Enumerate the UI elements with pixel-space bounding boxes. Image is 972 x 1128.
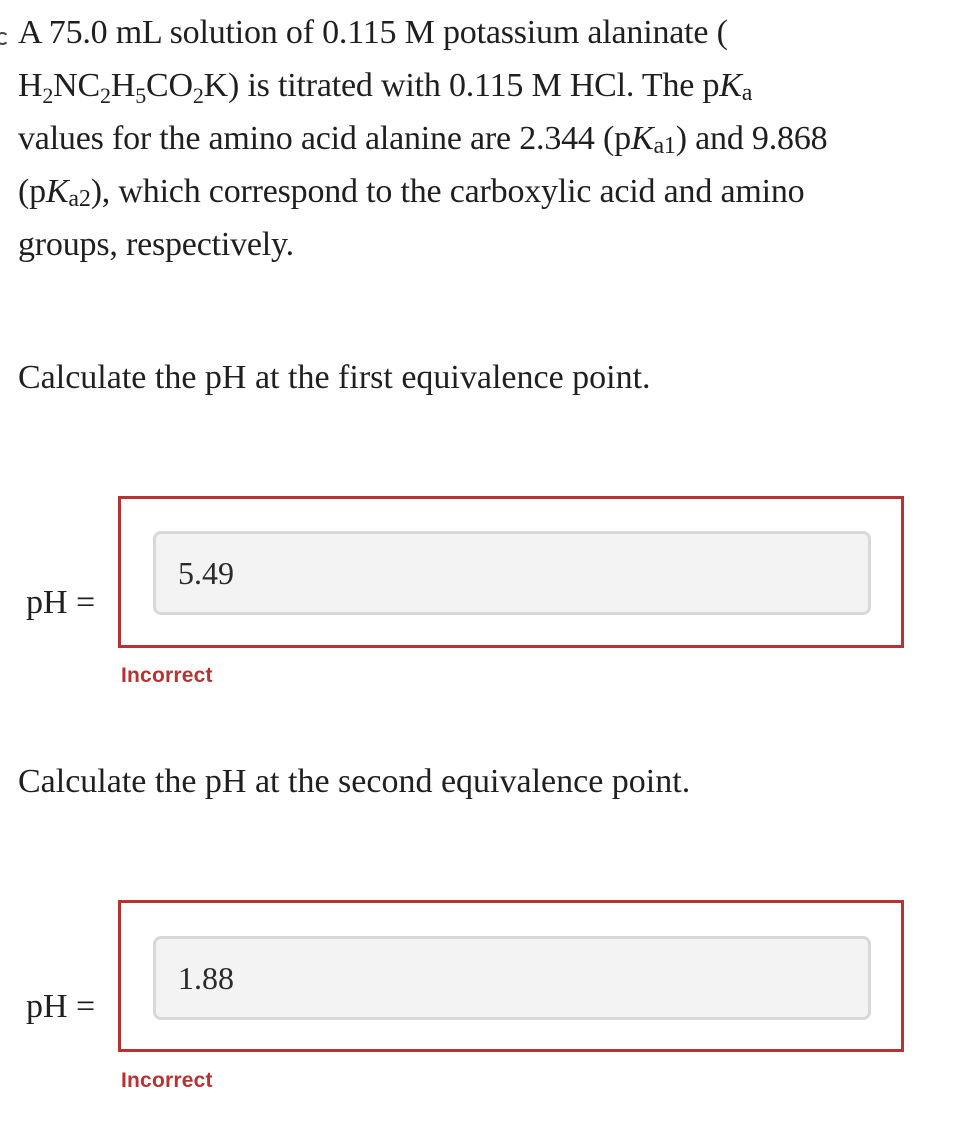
problem-line-2: $H_2NC_2H_5CO_2K$) is titrated with 0.115 M HCl. The pKa — [18, 67, 753, 108]
ph-label-2: pH = — [26, 988, 96, 1025]
feedback-incorrect-1: Incorrect — [121, 664, 213, 687]
ph-input-1[interactable]: 5.49 — [153, 531, 871, 615]
problem-line-5: groups, respectively. — [18, 226, 294, 263]
bullet-icon — [0, 32, 9, 45]
ph-label-1: pH = — [26, 584, 96, 621]
question-2-prompt: Calculate the pH at the second equivalence point. — [18, 763, 691, 800]
ph-input-2[interactable]: 1.88 — [153, 936, 871, 1020]
feedback-incorrect-2: Incorrect — [121, 1069, 213, 1092]
problem-line-4: (pKa2), which correspond to the carboxylic acid and amino — [18, 173, 805, 212]
problem-statement — [18, 6, 958, 271]
problem-line-1: A 75.0 mL solution of 0.115 M potassium alaninate ( — [18, 14, 728, 51]
chemical-formula: $H_2NC_2H_5CO_2K$ — [18, 67, 229, 108]
pka-symbol: K — [719, 67, 742, 104]
problem-line-3: values for the amino acid alanine are 2.344 (pKa1) and 9.868 — [18, 120, 828, 159]
question-1-prompt: Calculate the pH at the first equivalence point. — [18, 359, 651, 396]
